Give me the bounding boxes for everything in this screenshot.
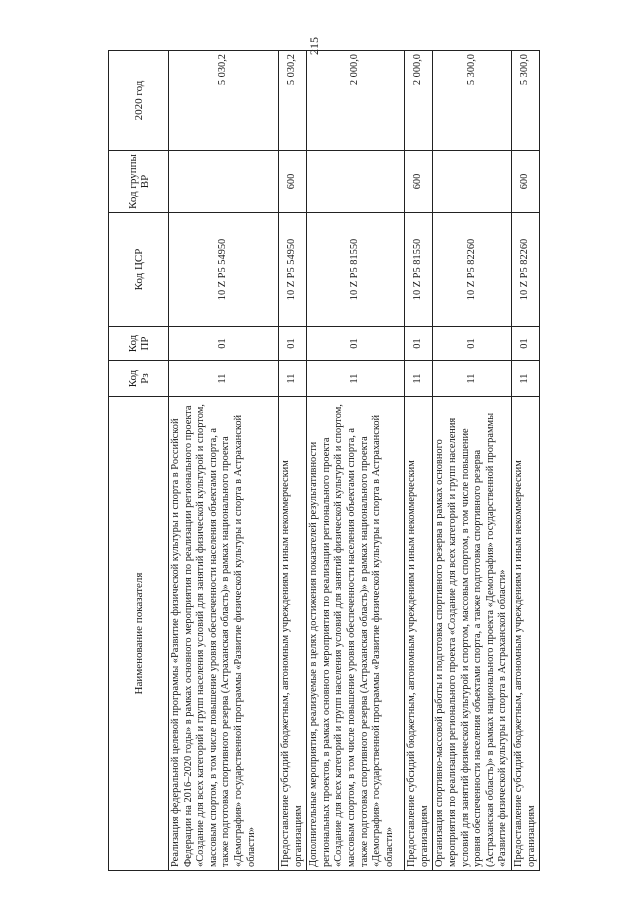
rotated-table-frame — [108, 51, 537, 871]
row-csr: 10 Z P5 81550 — [307, 213, 405, 327]
row-rz: 11 — [511, 361, 539, 397]
row-csr: 10 Z P5 81550 — [405, 213, 433, 327]
page-number: 215 — [307, 37, 321, 55]
row-name: Предоставление субсидий бюджетным, автономным учреждениям и иным некоммерческим организациям — [511, 397, 539, 871]
row-name: Предоставление субсидий бюджетным, автономным учреждениям и иным некоммерческим организациям — [279, 397, 307, 871]
header-year: 2020 год — [109, 51, 169, 151]
row-csr: 10 Z P5 82260 — [433, 213, 512, 327]
row-rz: 11 — [307, 361, 405, 397]
table-row — [511, 51, 539, 871]
row-vr: 600 — [279, 151, 307, 213]
budget-table — [108, 50, 540, 871]
row-pr: 01 — [279, 327, 307, 361]
row-name: Организация спортивно-массовой работы и подготовка спортивного резерва в рамках основного мероприятия по реализации регионального проекта «Создание для всех категорий и групп населения условий для занятий физической культурой и спортом, массовым спортом, в том числе повышение уровня обеспеченности населения объектами спорта, а также подготовка спортивного резерва (Астраханская область)» в рамках национального проекта «Демография» государственной программы «Развитие физической культуры и спорта в Астраханской области» — [433, 397, 512, 871]
table-row — [279, 51, 307, 871]
row-pr: 01 — [405, 327, 433, 361]
row-csr: 10 Z P5 54950 — [279, 213, 307, 327]
row-value: 5 030,2 — [279, 51, 307, 151]
table-row — [405, 51, 433, 871]
row-name: Предоставление субсидий бюджетным, автономным учреждениям и иным некоммерческим организациям — [405, 397, 433, 871]
row-name: Реализация федеральной целевой программы «Развитие физической культуры и спорта в Российской Федерации на 2016–2020 годы» в рамках основного мероприятия по реализации регионального проекта «Создание для всех категорий и групп населения условий для занятий физической культурой и спортом, массовым спортом, в том числе повышение уровня обеспеченности населения объектами спорта, а также подготовка спортивного резерва (Астраханская область)» в рамках национального проекта «Демография» государственной программы «Развитие физической культуры и спорта в Астраханской области» — [169, 397, 279, 871]
header-vr: Код группы ВР — [109, 151, 169, 213]
row-csr: 10 Z P5 82260 — [511, 213, 539, 327]
table-row — [169, 51, 279, 871]
row-vr: 600 — [405, 151, 433, 213]
row-pr: 01 — [511, 327, 539, 361]
row-pr: 01 — [169, 327, 279, 361]
row-name: Дополнительные мероприятия, реализуемые в целях достижения показателей результативности региональных проектов, в рамках основного мероприятия по реализации регионального проекта «Создание для всех категорий и групп населения условий для занятий физической культурой и спортом, массовым спортом, в том числе повышение уровня обеспеченности населения объектами спорта, а также подготовка спортивного резерва (Астраханская область)» в рамках национального проекта «Демография» государственной программы «Развитие физической культуры и спорта в Астраханской области» — [307, 397, 405, 871]
row-value: 5 300,0 — [511, 51, 539, 151]
table-row — [307, 51, 405, 871]
row-rz: 11 — [279, 361, 307, 397]
header-name: Наименование показателя — [109, 397, 169, 871]
row-pr: 01 — [433, 327, 512, 361]
table-row — [433, 51, 512, 871]
row-value: 5 030,2 — [169, 51, 279, 151]
row-value: 2 000,0 — [405, 51, 433, 151]
row-vr — [169, 151, 279, 213]
row-value: 5 300,0 — [433, 51, 512, 151]
header-csr: Код ЦСР — [109, 213, 169, 327]
row-csr: 10 Z P5 54950 — [169, 213, 279, 327]
row-pr: 01 — [307, 327, 405, 361]
row-rz: 11 — [405, 361, 433, 397]
header-pr: Код ПР — [109, 327, 169, 361]
row-rz: 11 — [433, 361, 512, 397]
header-rz: Код Рз — [109, 361, 169, 397]
row-rz: 11 — [169, 361, 279, 397]
table-header-row — [109, 51, 169, 871]
row-value: 2 000,0 — [307, 51, 405, 151]
row-vr — [307, 151, 405, 213]
row-vr — [433, 151, 512, 213]
row-vr: 600 — [511, 151, 539, 213]
budget-table-container — [108, 51, 537, 871]
